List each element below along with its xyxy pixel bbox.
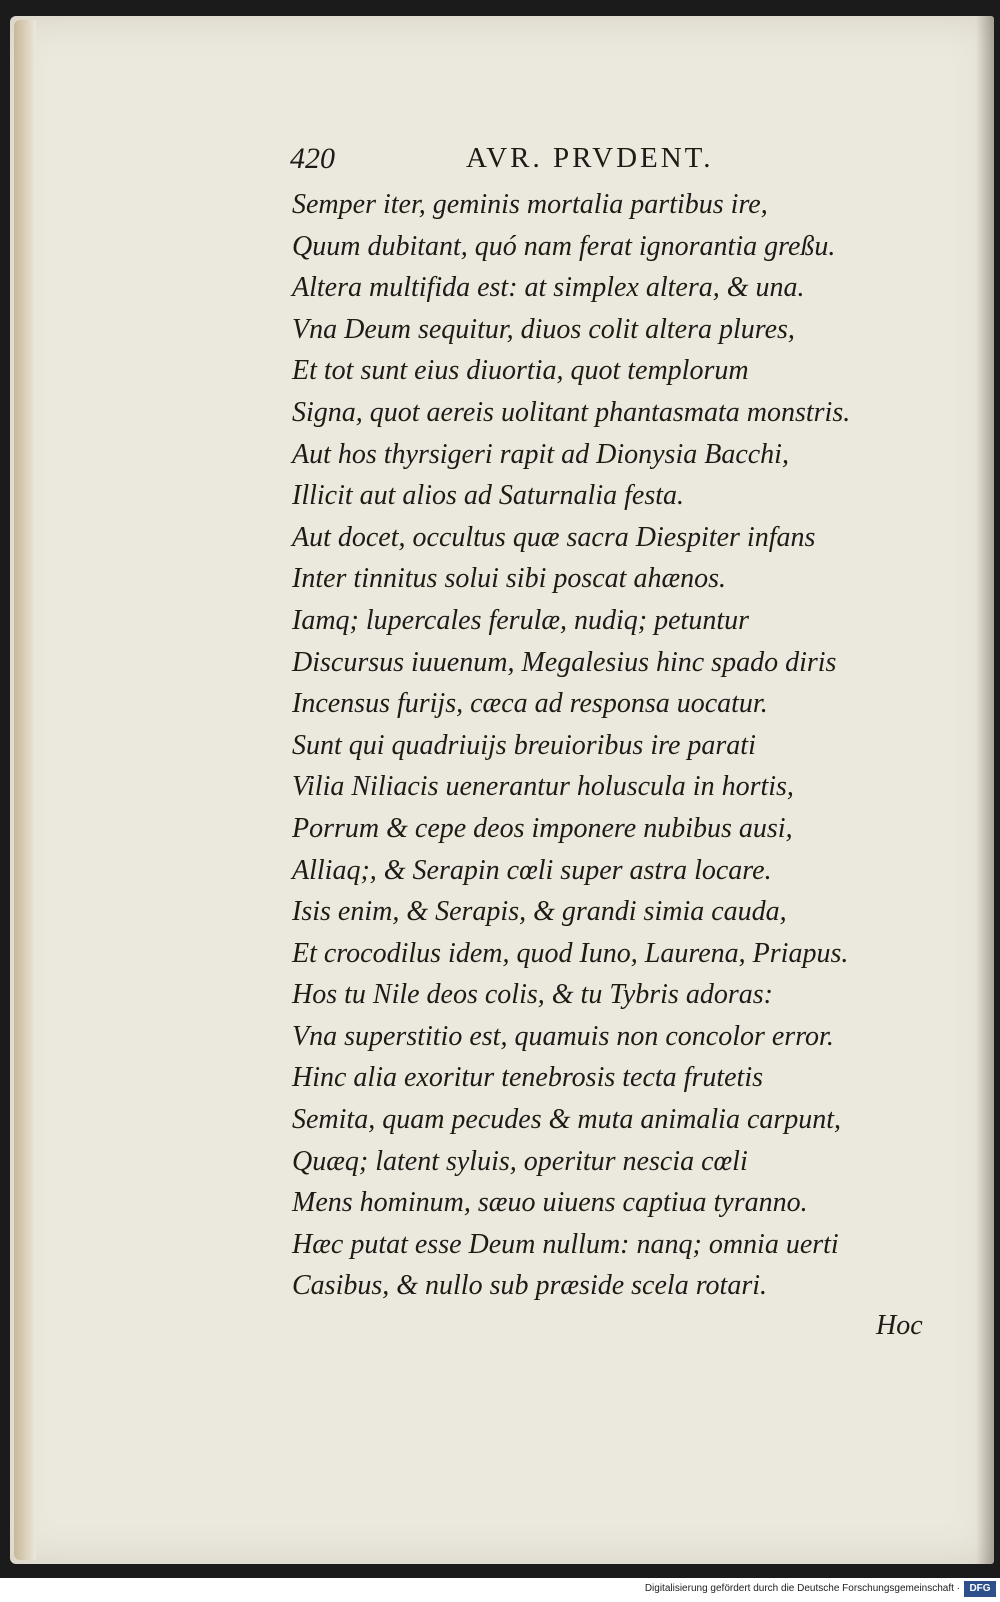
- verse-line: Casibus, & nullo sub præside scela rotari.: [292, 1270, 768, 1302]
- verse-line: Alliaq;, & Serapin cœli super astra locare.: [292, 854, 772, 886]
- verse-line: Vilia Niliacis uenerantur holuscula in hortis,: [292, 771, 794, 803]
- verse-line: Vna superstitio est, quamuis non concolor error.: [292, 1020, 834, 1052]
- funding-note: Digitalisierung gefördert durch die Deutsche Forschungsgemeinschaft ·: [644, 1583, 960, 1594]
- verse-line: Discursus iuuenum, Megalesius hinc spado diris: [292, 646, 837, 678]
- running-head: AVR. PRVDENT.: [466, 142, 714, 174]
- page-edge: [14, 20, 36, 1560]
- verse-line: Altera multifida est: at simplex altera, & una.: [292, 272, 805, 304]
- verse-line: Quæq; latent syluis, operitur nescia cœli: [292, 1145, 748, 1177]
- page-header: [290, 142, 820, 182]
- verse-line: Iamq; lupercales ferulæ, nudiq; petuntur: [292, 604, 750, 636]
- verse-line: Illicit aut alios ad Saturnalia festa.: [292, 480, 684, 512]
- verse-line: Inter tinnitus solui sibi poscat ahænos.: [292, 563, 727, 595]
- verse-line: Semper iter, geminis mortalia partibus ire,: [292, 189, 768, 220]
- verse-line: Aut hos thyrsigeri rapit ad Dionysia Bacchi,: [292, 438, 789, 470]
- verse-line: Quum dubitant, quó nam ferat ignorantia greßu.: [292, 230, 836, 262]
- verse-line: Porrum & cepe deos imponere nubibus ausi,: [292, 812, 793, 844]
- dfg-logo: DFG: [964, 1581, 996, 1597]
- gutter-shadow: [976, 16, 994, 1564]
- page-number: 420: [290, 142, 335, 175]
- catchword: Hoc: [876, 1310, 923, 1341]
- verse-line: Hinc alia exoritur tenebrosis tecta frutetis: [292, 1062, 764, 1094]
- verse-line: Et tot sunt eius diuortia, quot templorum: [292, 355, 749, 387]
- verse-line: Et crocodilus idem, quod Iuno, Laurena, Priapus.: [292, 937, 849, 969]
- verse-line: Semita, quam pecudes & muta animalia carpunt,: [292, 1104, 842, 1136]
- verse-line: Incensus furijs, cæca ad responsa uocatur.: [292, 688, 768, 720]
- verse-line: Isis enim, & Serapis, & grandi simia cauda,: [292, 896, 787, 928]
- verse-line: Hos tu Nile deos colis, & tu Tybris adoras:: [292, 979, 773, 1011]
- footer-bar: [0, 1578, 1000, 1602]
- verse-line: Vna Deum sequitur, diuos colit altera plures,: [292, 313, 795, 345]
- verse-line: Sunt qui quadriuijs breuioribus ire parati: [292, 729, 756, 761]
- verse-text-block: [292, 184, 942, 1307]
- verse-line: Mens hominum, sæuo uiuens captiua tyranno.: [292, 1187, 808, 1219]
- verse-line: Hæc putat esse Deum nullum: nanq; omnia uerti: [292, 1228, 839, 1260]
- verse-line: Aut docet, occultus quæ sacra Diespiter infans: [292, 521, 816, 553]
- verse-line: Signa, quot aereis uolitant phantasmata monstris.: [292, 396, 851, 428]
